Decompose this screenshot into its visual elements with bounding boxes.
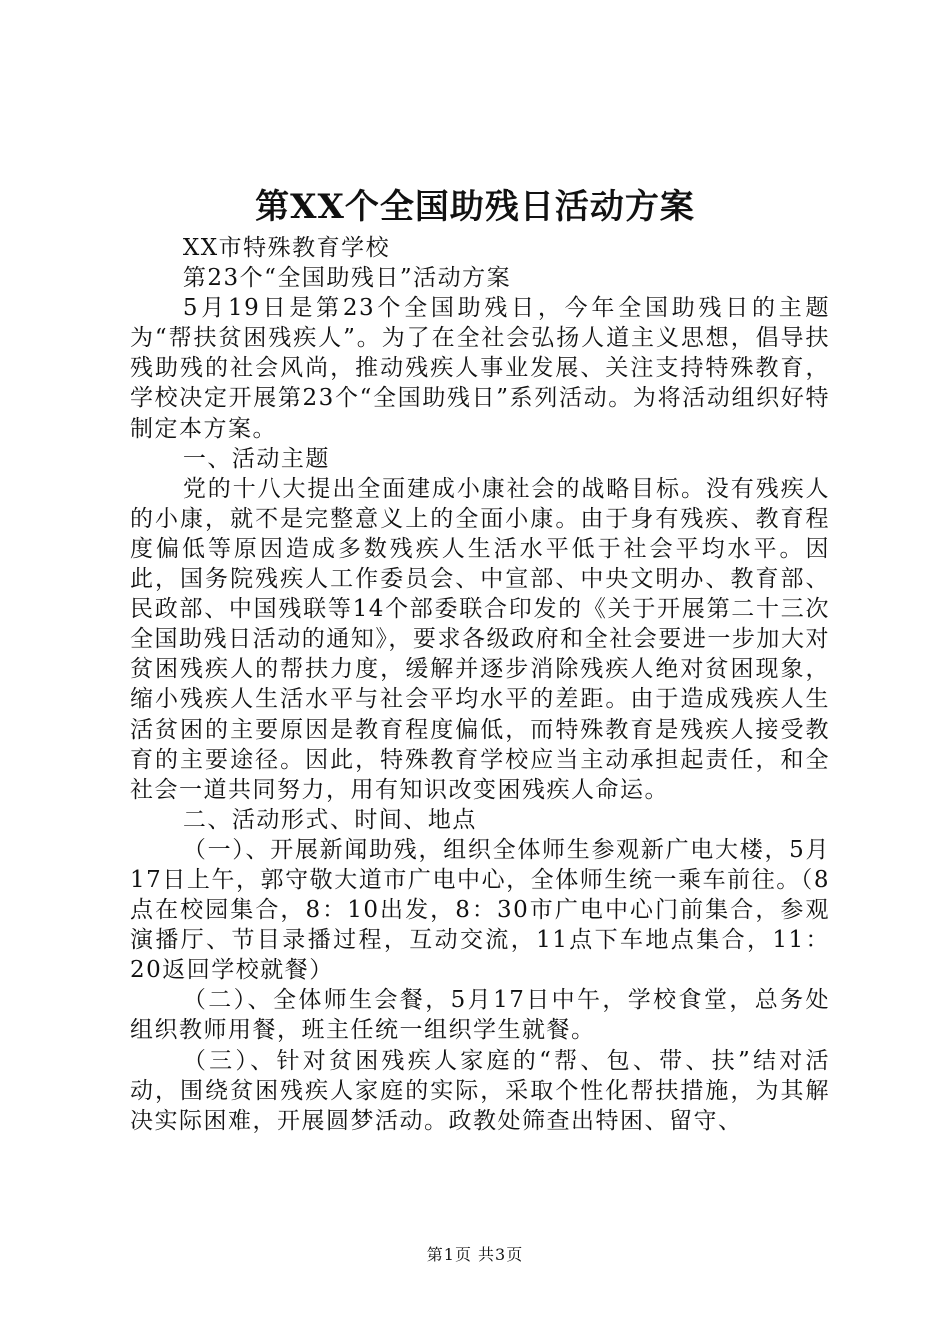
activity-item-1: （一）、开展新闻助残，组织全体师生参观新广电大楼，5月17日上午，郭守敬大道市广电中心，全体师生统一乘车前往。（8点在校园集合，8：10出发，8：30市广电中心门前集合，参观演播厅、节目录播过程，互动交流，11点下车地点集合，11：20返回学校就餐） — [130, 836, 830, 984]
theme-paragraph: 党的十八大提出全面建成小康社会的战略目标。没有残疾人的小康，就不是完整意义上的全面小康。由于身有残疾、教育程度偏低等原因造成多数残疾人生活水平低于社会平均水平。因此，国务院残疾人工作委员会、中宣部、中央文明办、教育部、民政部、中国残联等14个部委联合印发的《关于开展第二十三次全国助残日活动的通知》，要求各级政府和全社会要进一步加大对贫困残疾人的帮扶力度，缓解并逐步消除残疾人绝对贫困现象，缩小残疾人生活水平与社会平均水平的差距。由于造成残疾人生活贫困的主要原因是教育程度偏低，而特殊教育是残疾人接受教育的主要途径。因此，特殊教育学校应当主动承担起责任，和全社会一道共同努力，用有知识改变困残疾人命运。 — [130, 475, 830, 803]
document-title: 第XX个全国助残日活动方案 — [255, 187, 695, 227]
school-name-paragraph: XX市特殊教育学校 — [182, 235, 391, 261]
activity-item-2: （二）、全体师生会餐，5月17日中午，学校食堂，总务处组织教师用餐，班主任统一组织学生就餐。 — [130, 987, 830, 1044]
page-number-footer: 第1页 共3页 — [426, 1245, 524, 1264]
section-heading-theme: 一、活动主题 — [182, 445, 330, 472]
activity-item-3: （三）、针对贫困残疾人家庭的“帮、包、带、扶”结对活动，围绕贫困残疾人家庭的实际，采取个性化帮扶措施，为其解决实际困难，开展圆梦活动。政教处筛查出特困、留守、 — [130, 1047, 830, 1134]
document-body — [130, 233, 830, 1136]
plan-subtitle-paragraph: 第23个“全国助残日”活动方案 — [182, 265, 512, 292]
intro-paragraph: 5月19日是第23个全国助残日，今年全国助残日的主题为“帮扶贫困残疾人”。为了在全社会弘扬人道主义思想，倡导扶残助残的社会风尚，推动残疾人事业发展、关注支持特殊教育，学校决定开展第23个“全国助残日”系列活动。为将活动组织好特制定本方案。 — [130, 295, 830, 442]
section-heading-format: 二、活动形式、时间、地点 — [182, 806, 477, 833]
